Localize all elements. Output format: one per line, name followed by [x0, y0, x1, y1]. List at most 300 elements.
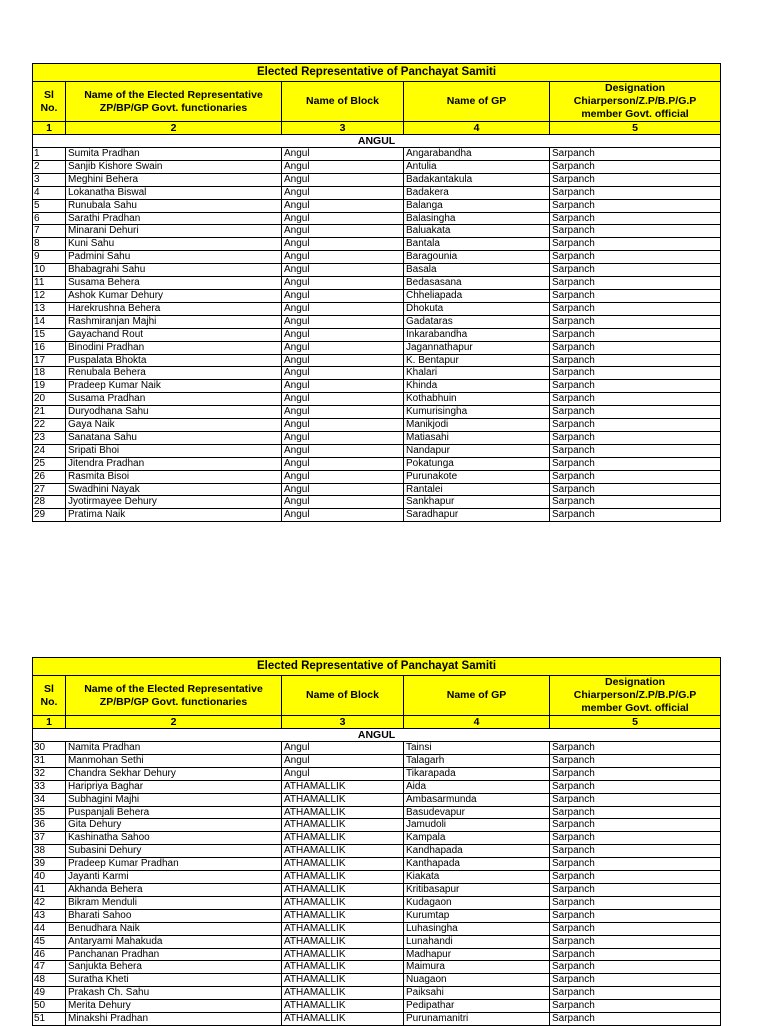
table-row: [33, 406, 721, 419]
table-row: [33, 328, 721, 341]
representatives-table: [32, 657, 721, 1026]
cell-block: Angul: [282, 186, 404, 199]
header-designation: Designation Chiarperson/Z.P/B.P/G.P member Govt. official: [550, 82, 721, 122]
table-row: [33, 277, 721, 290]
table-row: [33, 354, 721, 367]
cell-name: Panchanan Pradhan: [66, 948, 282, 961]
cell-gp: Kumurisingha: [404, 406, 550, 419]
cell-block: ATHAMALLIK: [282, 961, 404, 974]
table-row: [33, 780, 721, 793]
table-row: [33, 1000, 721, 1013]
table-row: [33, 173, 721, 186]
cell-designation: Sarpanch: [550, 793, 721, 806]
table-sheet-1: [32, 63, 720, 522]
cell-block: Angul: [282, 238, 404, 251]
cell-block: Angul: [282, 173, 404, 186]
cell-name: Ashok Kumar Dehury: [66, 289, 282, 302]
cell-sl-no: 12: [33, 289, 66, 302]
cell-name: Pradeep Kumar Naik: [66, 380, 282, 393]
cell-designation: Sarpanch: [550, 199, 721, 212]
cell-designation: Sarpanch: [550, 754, 721, 767]
cell-name: Meghini Behera: [66, 173, 282, 186]
cell-gp: Kanthapada: [404, 858, 550, 871]
cell-sl-no: 23: [33, 431, 66, 444]
table-row: [33, 186, 721, 199]
cell-gp: Baluakata: [404, 225, 550, 238]
cell-sl-no: 31: [33, 754, 66, 767]
table-body: [33, 148, 721, 522]
cell-gp: Aida: [404, 780, 550, 793]
cell-designation: Sarpanch: [550, 457, 721, 470]
cell-name: Sanatana Sahu: [66, 431, 282, 444]
cell-block: Angul: [282, 328, 404, 341]
cell-name: Runubala Sahu: [66, 199, 282, 212]
cell-gp: Kritibasapur: [404, 883, 550, 896]
cell-block: Angul: [282, 277, 404, 290]
table-row: [33, 160, 721, 173]
cell-sl-no: 13: [33, 302, 66, 315]
cell-designation: Sarpanch: [550, 238, 721, 251]
header-gp: Name of GP: [404, 82, 550, 122]
cell-designation: Sarpanch: [550, 212, 721, 225]
cell-designation: Sarpanch: [550, 225, 721, 238]
cell-name: Binodini Pradhan: [66, 341, 282, 354]
cell-designation: Sarpanch: [550, 1013, 721, 1026]
cell-gp: Rantalei: [404, 483, 550, 496]
cell-sl-no: 47: [33, 961, 66, 974]
cell-name: Minarani Dehuri: [66, 225, 282, 238]
cell-name: Susama Pradhan: [66, 393, 282, 406]
column-number: 2: [66, 716, 282, 729]
cell-gp: Saradhapur: [404, 509, 550, 522]
cell-designation: Sarpanch: [550, 987, 721, 1000]
table-row: [33, 251, 721, 264]
table-row: [33, 341, 721, 354]
cell-block: Angul: [282, 148, 404, 161]
cell-designation: Sarpanch: [550, 974, 721, 987]
cell-sl-no: 33: [33, 780, 66, 793]
cell-sl-no: 42: [33, 896, 66, 909]
cell-designation: Sarpanch: [550, 819, 721, 832]
cell-block: Angul: [282, 302, 404, 315]
cell-sl-no: 3: [33, 173, 66, 186]
cell-designation: Sarpanch: [550, 935, 721, 948]
column-number: 3: [282, 716, 404, 729]
cell-sl-no: 19: [33, 380, 66, 393]
cell-sl-no: 43: [33, 909, 66, 922]
cell-name: Bharati Sahoo: [66, 909, 282, 922]
cell-block: Angul: [282, 341, 404, 354]
cell-name: Subhagini Majhi: [66, 793, 282, 806]
cell-designation: Sarpanch: [550, 896, 721, 909]
cell-block: Angul: [282, 470, 404, 483]
cell-designation: Sarpanch: [550, 909, 721, 922]
header-name: Name of the Elected Representative ZP/BP/GP Govt. functionaries: [66, 676, 282, 716]
cell-sl-no: 10: [33, 264, 66, 277]
cell-designation: Sarpanch: [550, 302, 721, 315]
cell-sl-no: 24: [33, 444, 66, 457]
cell-gp: Luhasingha: [404, 922, 550, 935]
cell-designation: Sarpanch: [550, 470, 721, 483]
cell-block: Angul: [282, 496, 404, 509]
header-designation: Designation Chiarperson/Z.P/B.P/G.P member Govt. official: [550, 676, 721, 716]
cell-gp: K. Bentapur: [404, 354, 550, 367]
cell-designation: Sarpanch: [550, 173, 721, 186]
cell-sl-no: 48: [33, 974, 66, 987]
table-row: [33, 148, 721, 161]
cell-designation: Sarpanch: [550, 264, 721, 277]
cell-name: Duryodhana Sahu: [66, 406, 282, 419]
cell-name: Sarathi Pradhan: [66, 212, 282, 225]
cell-block: ATHAMALLIK: [282, 922, 404, 935]
cell-sl-no: 50: [33, 1000, 66, 1013]
table-row: [33, 419, 721, 432]
cell-gp: Maimura: [404, 961, 550, 974]
cell-sl-no: 30: [33, 742, 66, 755]
column-number: 1: [33, 122, 66, 135]
column-number: 3: [282, 122, 404, 135]
cell-designation: Sarpanch: [550, 393, 721, 406]
cell-name: Akhanda Behera: [66, 883, 282, 896]
cell-name: Pradeep Kumar Pradhan: [66, 858, 282, 871]
column-number: 1: [33, 716, 66, 729]
header-block: Name of Block: [282, 676, 404, 716]
cell-name: Rashmiranjan Majhi: [66, 315, 282, 328]
cell-gp: Nandapur: [404, 444, 550, 457]
cell-designation: Sarpanch: [550, 328, 721, 341]
cell-designation: Sarpanch: [550, 742, 721, 755]
cell-block: Angul: [282, 367, 404, 380]
table-row: [33, 470, 721, 483]
cell-block: ATHAMALLIK: [282, 819, 404, 832]
cell-sl-no: 44: [33, 922, 66, 935]
header-sl-no: Sl No.: [33, 676, 66, 716]
column-number: 4: [404, 122, 550, 135]
cell-sl-no: 5: [33, 199, 66, 212]
cell-sl-no: 34: [33, 793, 66, 806]
cell-designation: Sarpanch: [550, 367, 721, 380]
cell-gp: Jamudoli: [404, 819, 550, 832]
cell-block: Angul: [282, 483, 404, 496]
cell-sl-no: 17: [33, 354, 66, 367]
table-row: [33, 457, 721, 470]
cell-block: ATHAMALLIK: [282, 845, 404, 858]
cell-block: ATHAMALLIK: [282, 987, 404, 1000]
cell-name: Gita Dehury: [66, 819, 282, 832]
cell-name: Manmohan Sethi: [66, 754, 282, 767]
cell-gp: Antulia: [404, 160, 550, 173]
table-title: Elected Representative of Panchayat Samiti: [33, 658, 721, 676]
cell-gp: Kiakata: [404, 871, 550, 884]
table-row: [33, 871, 721, 884]
cell-name: Chandra Sekhar Dehury: [66, 767, 282, 780]
cell-designation: Sarpanch: [550, 277, 721, 290]
cell-name: Jayanti Karmi: [66, 871, 282, 884]
cell-sl-no: 15: [33, 328, 66, 341]
cell-name: Lokanatha Biswal: [66, 186, 282, 199]
cell-gp: Badakera: [404, 186, 550, 199]
cell-name: Bikram Menduli: [66, 896, 282, 909]
table-row: [33, 948, 721, 961]
cell-gp: Kudagaon: [404, 896, 550, 909]
table-row: [33, 793, 721, 806]
table-title: Elected Representative of Panchayat Samiti: [33, 64, 721, 82]
cell-name: Swadhini Nayak: [66, 483, 282, 496]
cell-gp: Purunamanitri: [404, 1013, 550, 1026]
table-row: [33, 754, 721, 767]
cell-designation: Sarpanch: [550, 496, 721, 509]
header-gp: Name of GP: [404, 676, 550, 716]
cell-block: Angul: [282, 225, 404, 238]
cell-block: Angul: [282, 264, 404, 277]
cell-sl-no: 40: [33, 871, 66, 884]
cell-gp: Kandhapada: [404, 845, 550, 858]
cell-designation: Sarpanch: [550, 961, 721, 974]
cell-gp: Paiksahi: [404, 987, 550, 1000]
cell-sl-no: 35: [33, 806, 66, 819]
table-row: [33, 367, 721, 380]
cell-name: Renubala Behera: [66, 367, 282, 380]
cell-name: Susama Behera: [66, 277, 282, 290]
cell-designation: Sarpanch: [550, 431, 721, 444]
cell-designation: Sarpanch: [550, 832, 721, 845]
table-row: [33, 935, 721, 948]
table-row: [33, 767, 721, 780]
cell-block: Angul: [282, 199, 404, 212]
cell-name: Gayachand Rout: [66, 328, 282, 341]
cell-gp: Baragounia: [404, 251, 550, 264]
cell-gp: Madhapur: [404, 948, 550, 961]
cell-sl-no: 46: [33, 948, 66, 961]
cell-designation: Sarpanch: [550, 871, 721, 884]
cell-block: ATHAMALLIK: [282, 935, 404, 948]
cell-gp: Sankhapur: [404, 496, 550, 509]
table-row: [33, 509, 721, 522]
cell-designation: Sarpanch: [550, 948, 721, 961]
cell-block: Angul: [282, 444, 404, 457]
cell-gp: Angarabandha: [404, 148, 550, 161]
cell-block: Angul: [282, 354, 404, 367]
table-row: [33, 264, 721, 277]
cell-block: ATHAMALLIK: [282, 896, 404, 909]
cell-sl-no: 36: [33, 819, 66, 832]
cell-gp: Tainsi: [404, 742, 550, 755]
table-row: [33, 380, 721, 393]
cell-sl-no: 18: [33, 367, 66, 380]
table-row: [33, 393, 721, 406]
cell-name: Merita Dehury: [66, 1000, 282, 1013]
cell-gp: Gadataras: [404, 315, 550, 328]
cell-name: Prakash Ch. Sahu: [66, 987, 282, 1000]
section-header: ANGUL: [33, 729, 721, 742]
cell-gp: Lunahandi: [404, 935, 550, 948]
cell-block: Angul: [282, 419, 404, 432]
cell-sl-no: 51: [33, 1013, 66, 1026]
cell-sl-no: 21: [33, 406, 66, 419]
cell-designation: Sarpanch: [550, 922, 721, 935]
table-body: [33, 742, 721, 1026]
cell-name: Haripriya Baghar: [66, 780, 282, 793]
cell-sl-no: 14: [33, 315, 66, 328]
cell-block: Angul: [282, 457, 404, 470]
cell-sl-no: 38: [33, 845, 66, 858]
cell-name: Sumita Pradhan: [66, 148, 282, 161]
table-row: [33, 987, 721, 1000]
cell-name: Benudhara Naik: [66, 922, 282, 935]
cell-name: Pratima Naik: [66, 509, 282, 522]
table-row: [33, 819, 721, 832]
cell-designation: Sarpanch: [550, 380, 721, 393]
cell-gp: Basudevapur: [404, 806, 550, 819]
cell-block: ATHAMALLIK: [282, 806, 404, 819]
cell-name: Namita Pradhan: [66, 742, 282, 755]
cell-designation: Sarpanch: [550, 1000, 721, 1013]
table-row: [33, 845, 721, 858]
cell-block: ATHAMALLIK: [282, 780, 404, 793]
cell-name: Kuni Sahu: [66, 238, 282, 251]
cell-designation: Sarpanch: [550, 419, 721, 432]
cell-block: ATHAMALLIK: [282, 883, 404, 896]
cell-gp: Talagarh: [404, 754, 550, 767]
cell-gp: Inkarabandha: [404, 328, 550, 341]
cell-name: Bhabagrahi Sahu: [66, 264, 282, 277]
cell-block: ATHAMALLIK: [282, 948, 404, 961]
table-row: [33, 225, 721, 238]
cell-gp: Kampala: [404, 832, 550, 845]
cell-designation: Sarpanch: [550, 251, 721, 264]
cell-block: Angul: [282, 767, 404, 780]
cell-gp: Khinda: [404, 380, 550, 393]
cell-designation: Sarpanch: [550, 289, 721, 302]
column-number: 5: [550, 716, 721, 729]
column-number: 2: [66, 122, 282, 135]
cell-gp: Badakantakula: [404, 173, 550, 186]
cell-name: Padmini Sahu: [66, 251, 282, 264]
table-row: [33, 974, 721, 987]
table-row: [33, 315, 721, 328]
header-name: Name of the Elected Representative ZP/BP/GP Govt. functionaries: [66, 82, 282, 122]
header-sl-no: Sl No.: [33, 82, 66, 122]
cell-name: Antaryami Mahakuda: [66, 935, 282, 948]
cell-name: Puspanjali Behera: [66, 806, 282, 819]
cell-name: Kashinatha Sahoo: [66, 832, 282, 845]
table-sheet-2: [32, 657, 720, 1026]
cell-block: Angul: [282, 431, 404, 444]
cell-gp: Basala: [404, 264, 550, 277]
cell-name: Sanjukta Behera: [66, 961, 282, 974]
table-row: [33, 496, 721, 509]
cell-block: Angul: [282, 289, 404, 302]
cell-block: ATHAMALLIK: [282, 793, 404, 806]
cell-gp: Balasingha: [404, 212, 550, 225]
cell-name: Harekrushna Behera: [66, 302, 282, 315]
table-row: [33, 909, 721, 922]
cell-sl-no: 6: [33, 212, 66, 225]
cell-name: Gaya Naik: [66, 419, 282, 432]
table-row: [33, 431, 721, 444]
cell-block: Angul: [282, 393, 404, 406]
cell-sl-no: 39: [33, 858, 66, 871]
cell-name: Jitendra Pradhan: [66, 457, 282, 470]
cell-designation: Sarpanch: [550, 858, 721, 871]
cell-block: Angul: [282, 509, 404, 522]
cell-sl-no: 32: [33, 767, 66, 780]
cell-gp: Matiasahi: [404, 431, 550, 444]
cell-gp: Khalari: [404, 367, 550, 380]
cell-block: ATHAMALLIK: [282, 974, 404, 987]
cell-sl-no: 1: [33, 148, 66, 161]
cell-block: ATHAMALLIK: [282, 1000, 404, 1013]
cell-sl-no: 45: [33, 935, 66, 948]
column-number: 5: [550, 122, 721, 135]
cell-sl-no: 37: [33, 832, 66, 845]
table-row: [33, 444, 721, 457]
cell-gp: Ambasarmunda: [404, 793, 550, 806]
cell-gp: Manikjodi: [404, 419, 550, 432]
cell-designation: Sarpanch: [550, 444, 721, 457]
table-row: [33, 883, 721, 896]
table-row: [33, 961, 721, 974]
cell-block: Angul: [282, 315, 404, 328]
cell-gp: Jagannathapur: [404, 341, 550, 354]
cell-name: Subasini Dehury: [66, 845, 282, 858]
cell-designation: Sarpanch: [550, 767, 721, 780]
cell-designation: Sarpanch: [550, 509, 721, 522]
cell-name: Jyotirmayee Dehury: [66, 496, 282, 509]
header-block: Name of Block: [282, 82, 404, 122]
cell-sl-no: 9: [33, 251, 66, 264]
cell-gp: Chheliapada: [404, 289, 550, 302]
cell-designation: Sarpanch: [550, 845, 721, 858]
cell-gp: Balanga: [404, 199, 550, 212]
cell-block: Angul: [282, 742, 404, 755]
cell-name: Minakshi Pradhan: [66, 1013, 282, 1026]
cell-block: Angul: [282, 754, 404, 767]
cell-sl-no: 41: [33, 883, 66, 896]
cell-designation: Sarpanch: [550, 148, 721, 161]
cell-designation: Sarpanch: [550, 341, 721, 354]
cell-sl-no: 28: [33, 496, 66, 509]
cell-sl-no: 2: [33, 160, 66, 173]
cell-block: ATHAMALLIK: [282, 832, 404, 845]
table-row: [33, 742, 721, 755]
cell-sl-no: 25: [33, 457, 66, 470]
table-row: [33, 922, 721, 935]
cell-block: Angul: [282, 160, 404, 173]
cell-sl-no: 4: [33, 186, 66, 199]
cell-name: Sanjib Kishore Swain: [66, 160, 282, 173]
cell-gp: Purunakote: [404, 470, 550, 483]
representatives-table: [32, 63, 721, 522]
section-header: ANGUL: [33, 135, 721, 148]
cell-name: Sripati Bhoi: [66, 444, 282, 457]
cell-designation: Sarpanch: [550, 883, 721, 896]
column-number: 4: [404, 716, 550, 729]
cell-block: Angul: [282, 212, 404, 225]
cell-designation: Sarpanch: [550, 780, 721, 793]
cell-sl-no: 16: [33, 341, 66, 354]
table-row: [33, 896, 721, 909]
cell-sl-no: 22: [33, 419, 66, 432]
table-row: [33, 858, 721, 871]
cell-gp: Pedipathar: [404, 1000, 550, 1013]
table-row: [33, 212, 721, 225]
table-row: [33, 199, 721, 212]
cell-name: Suratha Kheti: [66, 974, 282, 987]
cell-gp: Nuagaon: [404, 974, 550, 987]
cell-block: Angul: [282, 380, 404, 393]
cell-sl-no: 29: [33, 509, 66, 522]
